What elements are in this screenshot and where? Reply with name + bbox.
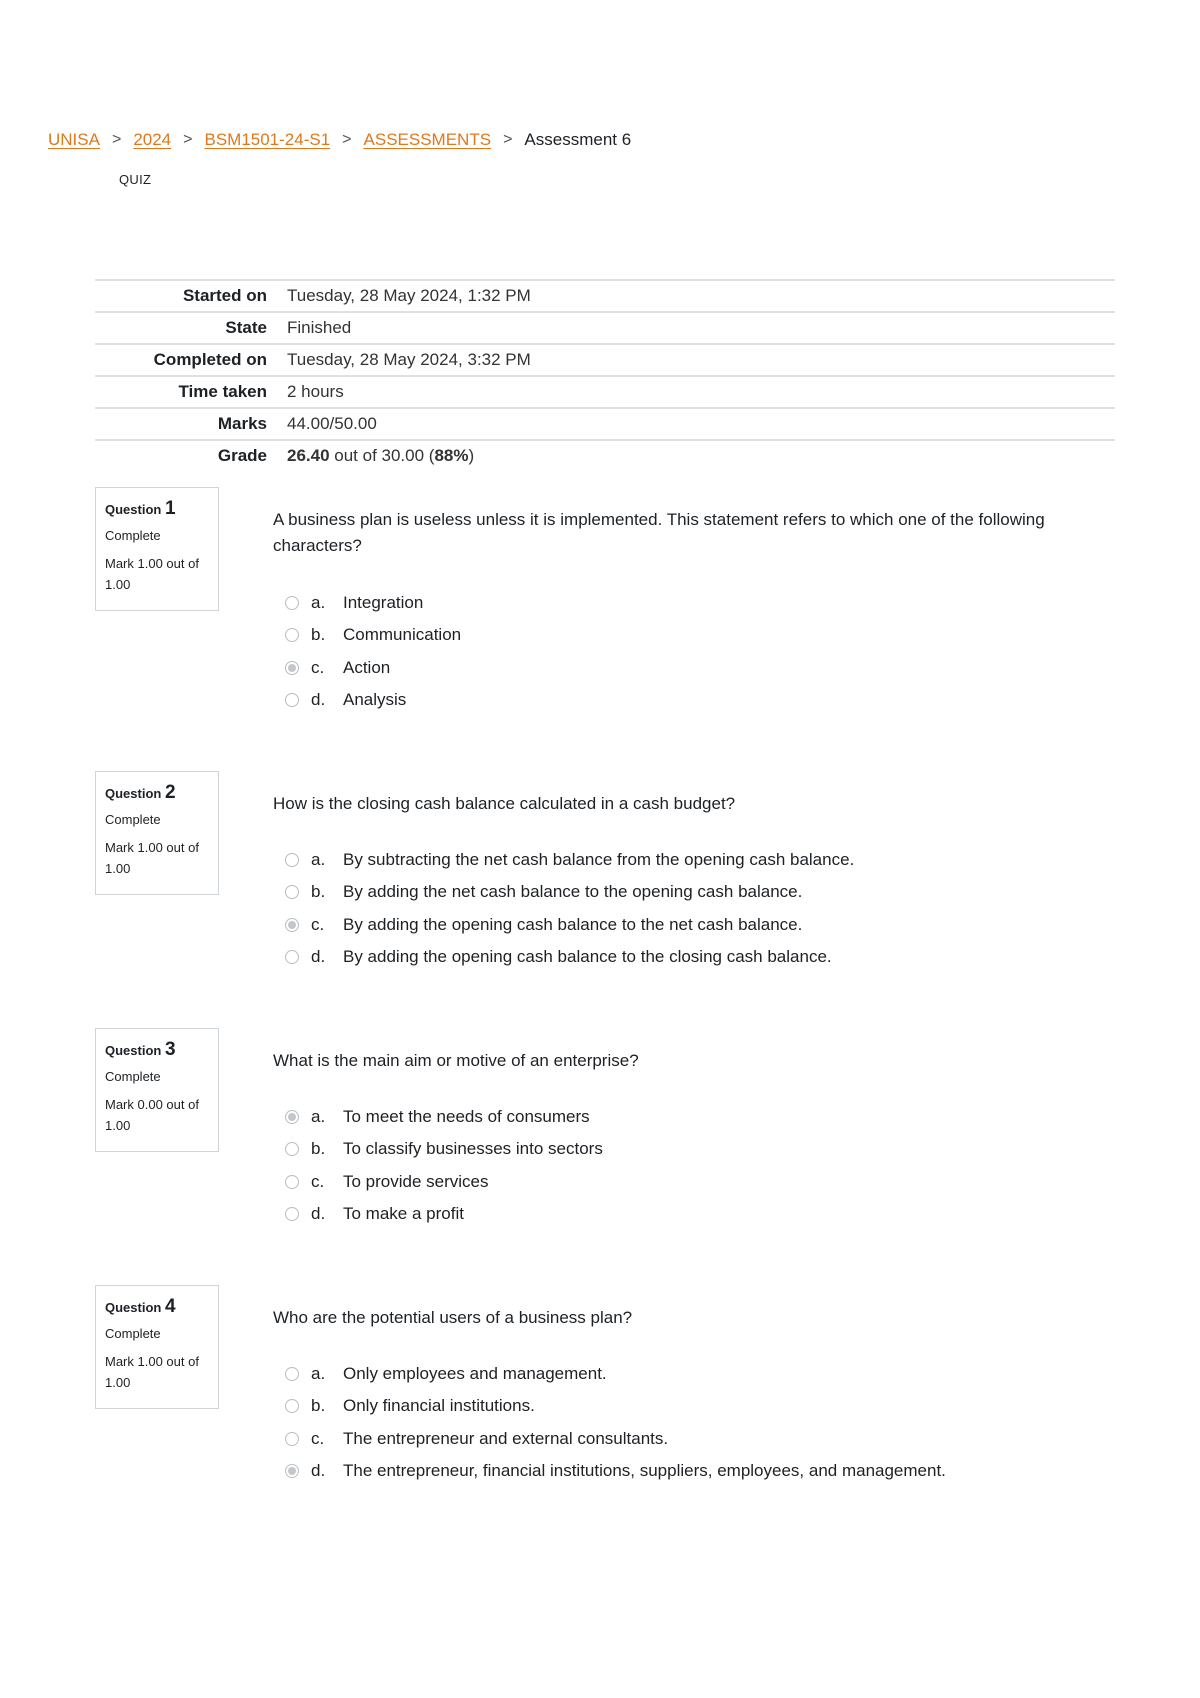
answer-letter: d. <box>311 1204 326 1224</box>
answer-text: To meet the needs of consumers <box>343 1107 590 1127</box>
summary-row-grade <box>95 440 1115 471</box>
radio-icon[interactable] <box>285 950 299 964</box>
summary-label: State <box>225 318 267 337</box>
question-number-line <box>105 1296 209 1318</box>
breadcrumb-link-unisa[interactable]: UNISA <box>48 130 100 149</box>
answer-letter: a. <box>311 850 326 870</box>
answer-option[interactable] <box>285 1198 603 1230</box>
question-number: 1 <box>164 498 176 519</box>
answer-text: Only employees and management. <box>343 1364 607 1384</box>
answer-letter: d. <box>311 690 326 710</box>
summary-label: Marks <box>217 414 267 433</box>
summary-row <box>95 408 1115 440</box>
summary-value: Tuesday, 28 May 2024, 1:32 PM <box>287 286 531 305</box>
radio-icon[interactable] <box>285 693 299 707</box>
answer-option[interactable] <box>285 587 461 619</box>
breadcrumb-separator-icon: > <box>183 131 193 148</box>
question-text: How is the closing cash balance calculated in a cash budget? <box>273 794 736 813</box>
radio-selected-icon[interactable] <box>285 1110 299 1124</box>
answer-option[interactable] <box>285 1358 946 1390</box>
summary-value: 2 hours <box>287 382 344 401</box>
grade-score: 26.40 <box>287 446 330 465</box>
question-number-line <box>105 1039 209 1061</box>
answer-list <box>285 844 854 973</box>
answer-text: Analysis <box>343 690 407 710</box>
answer-option[interactable] <box>285 1101 603 1133</box>
question-state: Complete <box>105 812 161 827</box>
question-grade: Mark 1.00 out of 1.00 <box>105 840 199 876</box>
answer-letter: a. <box>311 593 326 613</box>
question-grade: Mark 0.00 out of 1.00 <box>105 1097 199 1133</box>
answer-text: By adding the opening cash balance to the net cash balance. <box>343 914 803 934</box>
answer-letter: a. <box>311 1364 326 1384</box>
answer-option[interactable] <box>285 619 461 651</box>
breadcrumb-current: Assessment 6 <box>524 130 632 149</box>
answer-option[interactable] <box>285 844 854 876</box>
radio-icon[interactable] <box>285 1399 299 1413</box>
summary-label: Time taken <box>178 382 267 401</box>
answer-option[interactable] <box>285 876 854 908</box>
answer-option[interactable] <box>285 909 854 941</box>
answer-letter: b. <box>311 882 326 902</box>
answer-letter: d. <box>311 947 326 967</box>
radio-icon[interactable] <box>285 1142 299 1156</box>
summary-row <box>95 344 1115 376</box>
question-info <box>95 771 219 895</box>
question-text: Who are the potential users of a business plan? <box>273 1308 633 1327</box>
breadcrumb-separator-icon: > <box>503 131 513 148</box>
summary-row <box>95 312 1115 344</box>
summary-label: Started on <box>182 286 267 305</box>
question-number-line <box>105 782 209 804</box>
answer-letter: b. <box>311 1139 326 1159</box>
question-label: Question <box>105 502 162 517</box>
answer-text: Integration <box>343 593 424 613</box>
question-state: Complete <box>105 528 161 543</box>
answer-letter: c. <box>311 1428 325 1448</box>
radio-icon[interactable] <box>285 885 299 899</box>
answer-text: To make a profit <box>343 1204 464 1224</box>
answer-option[interactable] <box>285 941 854 973</box>
summary-row <box>95 280 1115 312</box>
radio-icon[interactable] <box>285 1432 299 1446</box>
grade-percent: 88% <box>434 446 469 465</box>
radio-icon[interactable] <box>285 1207 299 1221</box>
answer-text: By subtracting the net cash balance from the opening cash balance. <box>343 850 855 870</box>
breadcrumb-link-year[interactable]: 2024 <box>133 130 172 149</box>
answer-letter: b. <box>311 625 326 645</box>
radio-icon[interactable] <box>285 853 299 867</box>
answer-option[interactable] <box>285 652 461 684</box>
radio-icon[interactable] <box>285 628 299 642</box>
question-number-line <box>105 498 209 520</box>
question-text: What is the main aim or motive of an enterprise? <box>273 1051 639 1070</box>
summary-value: Tuesday, 28 May 2024, 3:32 PM <box>287 350 531 369</box>
answer-letter: a. <box>311 1107 326 1127</box>
answer-letter: c. <box>311 914 325 934</box>
radio-selected-icon[interactable] <box>285 918 299 932</box>
radio-icon[interactable] <box>285 1175 299 1189</box>
question-label: Question <box>105 786 162 801</box>
answer-text: The entrepreneur and external consultants. <box>343 1428 669 1448</box>
grade-out-of: out of 30.00 ( <box>329 446 435 465</box>
breadcrumb-separator-icon: > <box>111 131 122 148</box>
summary-value: Finished <box>287 318 352 337</box>
summary-row <box>95 376 1115 408</box>
summary-label: Completed on <box>153 350 267 369</box>
summary-value: 44.00/50.00 <box>287 414 377 433</box>
answer-letter: d. <box>311 1461 326 1481</box>
answer-text: To provide services <box>343 1171 489 1191</box>
answer-option[interactable] <box>285 1390 946 1422</box>
question-grade: Mark 1.00 out of 1.00 <box>105 1354 199 1390</box>
question-text: A business plan is useless unless it is implemented. This statement refers to which one of the following characters? <box>273 510 1045 555</box>
radio-icon[interactable] <box>285 1367 299 1381</box>
grade-close: ) <box>468 446 475 465</box>
question-state: Complete <box>105 1069 161 1084</box>
answer-text: By adding the net cash balance to the opening cash balance. <box>343 882 803 902</box>
answer-list <box>285 1101 603 1230</box>
answer-letter: b. <box>311 1396 326 1416</box>
breadcrumb-separator-icon: > <box>342 131 352 148</box>
answer-list <box>285 1358 946 1487</box>
radio-selected-icon[interactable] <box>285 1464 299 1478</box>
question-info <box>95 1285 219 1409</box>
question-number: 4 <box>164 1296 176 1317</box>
answer-letter: c. <box>311 1171 325 1191</box>
answer-text: To classify businesses into sectors <box>343 1139 603 1159</box>
activity-type-label: QUIZ <box>119 172 152 187</box>
question-grade: Mark 1.00 out of 1.00 <box>105 556 199 592</box>
question-number: 3 <box>164 1039 176 1060</box>
answer-text: The entrepreneur, financial institutions, suppliers, employees, and management. <box>343 1461 946 1481</box>
answer-text: By adding the opening cash balance to the closing cash balance. <box>343 947 832 967</box>
radio-icon[interactable] <box>285 596 299 610</box>
breadcrumb-link-course[interactable]: BSM1501-24-S1 <box>204 130 331 149</box>
answer-option[interactable] <box>285 1166 603 1198</box>
answer-text: Only financial institutions. <box>343 1396 535 1416</box>
answer-text: Communication <box>343 625 462 645</box>
answer-option[interactable] <box>285 684 461 716</box>
breadcrumb-link-assessments[interactable]: ASSESSMENTS <box>363 130 492 149</box>
answer-option[interactable] <box>285 1423 946 1455</box>
breadcrumb <box>48 130 631 150</box>
answer-list <box>285 587 461 716</box>
question-label: Question <box>105 1300 162 1315</box>
answer-option[interactable] <box>285 1133 603 1165</box>
answer-text: Action <box>343 657 391 677</box>
question-info <box>95 487 219 611</box>
question-number: 2 <box>164 782 176 803</box>
question-label: Question <box>105 1043 162 1058</box>
quiz-summary-table <box>95 279 1115 471</box>
radio-selected-icon[interactable] <box>285 661 299 675</box>
summary-value-grade <box>287 440 1115 471</box>
question-state: Complete <box>105 1326 161 1341</box>
answer-option[interactable] <box>285 1455 946 1487</box>
question-info <box>95 1028 219 1152</box>
summary-label: Grade <box>217 446 267 465</box>
answer-letter: c. <box>311 657 325 677</box>
